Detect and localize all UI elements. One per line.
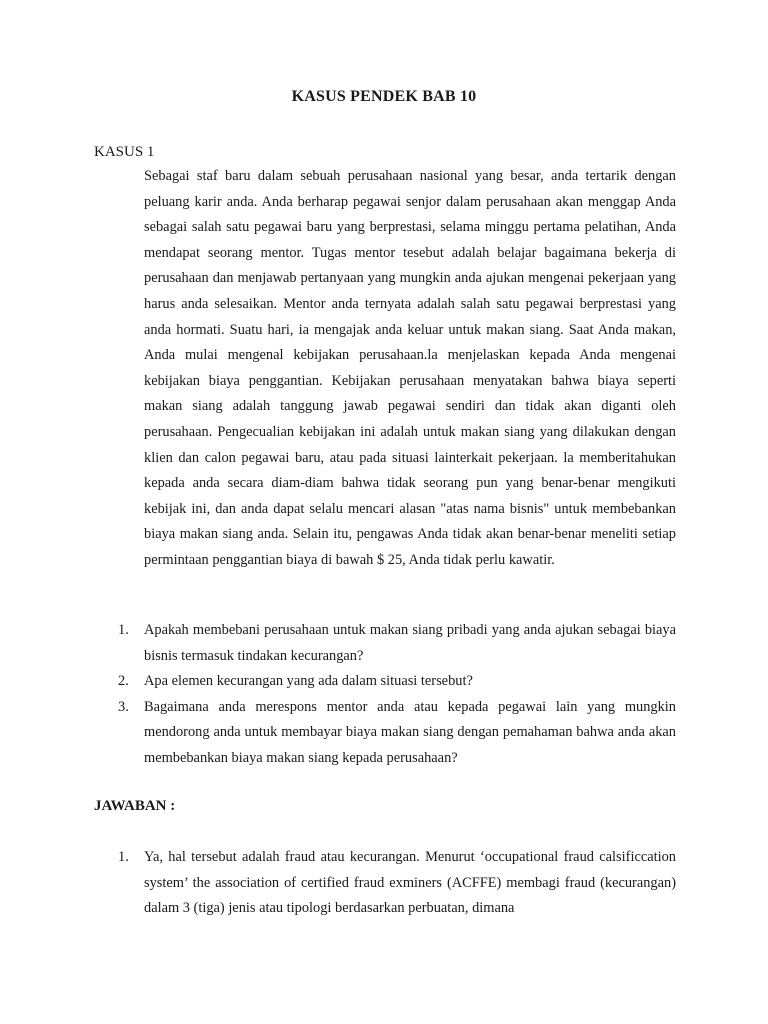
list-item-text: Bagaimana anda merespons mentor anda atau kepada pegawai lain yang mungkin mendorong anda untuk membayar biaya makan siang dengan pemahaman bahwa anda akan membebankan biaya makan siang kepada perusahaan? xyxy=(144,698,676,766)
list-item-text: Apa elemen kecurangan yang ada dalam situasi tersebut? xyxy=(144,673,473,690)
answer-heading: JAWABAN : xyxy=(94,798,176,814)
list-item-text: Apakah membebani perusahaan untuk makan siang pribadi yang anda ajukan sebagai biaya bisnis termasuk tindakan kecurangan? xyxy=(144,622,676,664)
page-title: KASUS PENDEK BAB 10 xyxy=(291,88,477,105)
list-item-text: Ya, hal tersebut adalah fraud atau kecurangan. Menurut ‘occupational fraud calsificcation system’ the association of certified fraud exminers (ACFFE) membagi fraud (kecurangan) dalam 3 (tiga) jenis atau tipologi berdasarkan perbuatan, dimana xyxy=(144,849,676,917)
list-item xyxy=(118,845,676,922)
question-list xyxy=(118,618,676,772)
list-item xyxy=(118,618,676,669)
list-item-number: 1. xyxy=(118,622,129,638)
case-heading: KASUS 1 xyxy=(94,144,155,160)
answer-list xyxy=(118,845,676,922)
list-item xyxy=(118,695,676,772)
list-item-number: 3. xyxy=(118,698,129,715)
list-item-number: 2. xyxy=(118,673,129,690)
case-paragraph: Sebagai staf baru dalam sebuah perusahaan nasional yang besar, anda tertarik dengan peluang karir anda. Anda berharap pegawai senjor dalam perusahaan akan menggap Anda sebagai salah satu pegawai baru yang berprestasi, selama minggu pertama pelatihan, Anda mendapat seorang mentor. Tugas mentor tesebut adalah belajar bagaimana bekerja di perusahaan dan menjawab pertanyaan yang mungkin anda ajukan mengenai pekerjaan yang harus anda selesaikan. Mentor anda ternyata adalah salah satu pegawai berprestasi yang anda hormati. Suatu hari, ia mengajak anda keluar untuk makan siang. Saat Anda makan, Anda mulai mengenal kebijakan perusahaan.la menjelaskan kepada Anda mengenai kebijakan biaya penggantian. Kebijakan perusahaan menyatakan bahwa biaya seperti makan siang adalah tanggung jawab pegawai sendiri dan tidak akan diganti oleh perusahaan. Pengecualian kebijakan ini adalah untuk makan siang yang dilakukan dengan klien dan calon pegawai baru, atau pada situasi lainterkait pekerjaan. la memberitahukan kepada anda secara diam-diam bahwa tidak seorang pun yang benar-benar mengikuti kebijak ini, dan anda dapat selalu mencari alasan "atas nama bisnis" untuk membebankan biaya makan siang anda. Selain itu, pengawas Anda tidak akan benar-benar meneliti setiap permintaan penggantian biaya di bawah $ 25, Anda tidak perlu kawatir. xyxy=(144,168,676,568)
list-item-number: 1. xyxy=(118,849,129,865)
list-item xyxy=(118,669,676,695)
